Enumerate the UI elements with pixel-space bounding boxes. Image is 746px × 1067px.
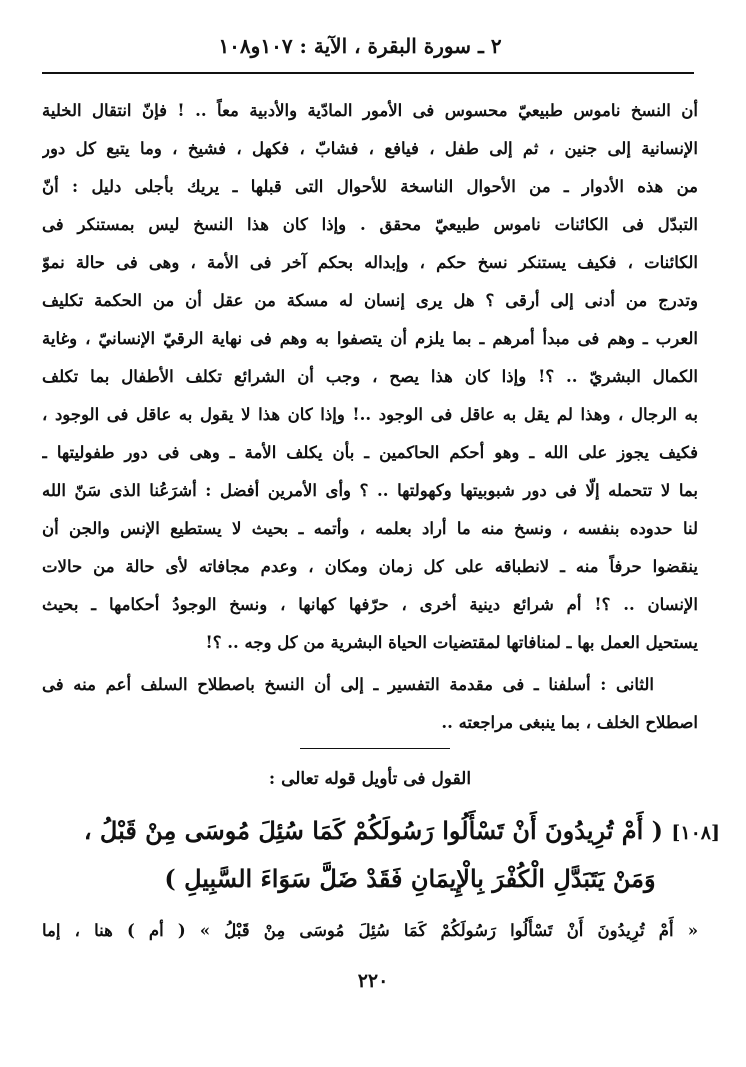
paragraph-1 — [42, 92, 698, 662]
verse-line-2: وَمَنْ يَتَبَدَّلِ الْكُفْرَ بِالْإِيمَانِ فَقَدْ ضَلَّ سَوَاءَ السَّبِيلِ ) — [164, 864, 656, 893]
text-line: الثانى : أسلفنا ـ فى مقدمة التفسير ـ إلى أن النسخ باصطلاح السلف أعم منه فى — [42, 675, 654, 694]
text-line: به الرجال ، وهذا لم يقل به عاقل فى الوجود ..! وإذا كان هذا لا يقول به عاقل فى الوجود ، — [42, 405, 698, 424]
text-line: من هذه الأدوار ـ من الأحوال الناسخة للأحوال التى قبلها ـ يريك بأجلى دليل : أنّ — [42, 177, 698, 196]
commentary — [42, 912, 698, 950]
page-number: ٢٢٠ — [357, 970, 389, 992]
text-line: لنا حدوده بنفسه ، ونسخ منه ما أراد بعلمه ، وأتمه ـ بحيث لا يستطيع الإنس والجن أن — [42, 519, 698, 538]
text-line: يستحيل العمل بها ـ لمنافاتها لمقتضيات الحياة البشرية من كل وجه .. ؟! — [205, 633, 698, 652]
verse-number: [١٠٨] — [671, 822, 720, 844]
text-line: أن النسخ ناموس طبيعيّ محسوس فى الأمور المادّية والأدبية معاً .. ! فإنّ انتقال الخلية — [42, 101, 698, 120]
section-divider — [300, 748, 450, 749]
text-line: وتدرج من أدنى إلى أرقى ؟ هل يرى إنسان له مسكة من عقل أن من الحكمة تكليف — [42, 291, 698, 310]
verse-line-1 — [60, 808, 720, 856]
text-line: التبدّل فى الكائنات ناموس طبيعيّ محقق . وإذا كان هذا النسخ ليس بمستنكر فى — [42, 215, 698, 234]
verse-text-1: ( أَمْ تُرِيدُونَ أَنْ تَسْأَلُوا رَسُولَكُمْ كَمَا سُئِلَ مُوسَى مِنْ قَبْلُ ، — [83, 816, 664, 845]
text-line: الكمال البشريّ .. ؟! وإذا كان هذا يصح ، وجب أن الشرائع تكلف الأطفال بما تكلف — [42, 367, 698, 386]
text-line: « أَمْ تُرِيدُونَ أَنْ تَسْأَلُوا رَسُولَكُمْ كَمَا سُئِلَ مُوسَى مِنْ قَبْلُ » ( أم ) هنا ، إما — [42, 921, 698, 940]
text-line: الكائنات ، فكيف يستنكر نسخ حكم ، وإبداله بحكم آخر فى الأمة ، وهى فى حالة نموّ — [42, 253, 698, 272]
running-header: ٢ ـ سورة البقرة ، الآية : ١٠٧و١٠٨ — [218, 34, 502, 58]
text-line: فكيف يجوز على الله ـ وهو أحكم الحاكمين ـ بأن يكلف الأمة ـ وهى فى دور طفوليتها ـ — [42, 443, 698, 462]
paragraph-2 — [42, 666, 698, 742]
text-line: اصطلاح الخلف ، بما ينبغى مراجعته .. — [441, 713, 698, 732]
header-rule — [42, 72, 694, 74]
text-line: الإنسان .. ؟! أم شرائع دينية أخرى ، حرّفها كهانها ، ونسخ الوجودُ أحكامها ـ بحيث — [42, 595, 698, 614]
text-line: الإنسانية إلى جنين ، ثم إلى طفل ، فيافع ، فشابّ ، فكهل ، فشيخ ، وما يتبع كل دور — [42, 139, 698, 158]
text-line: بما لا تتحمله إلّا فى دور شبوبيتها وكهولتها .. ؟ وأى الأمرين أفضل : أشرَعُنا الذى سَنّ الله — [42, 481, 698, 500]
text-line: ينقضوا حرفاً منه ـ لانطباقه على كل زمان ومكان ، وعدم مجافاته لأى حالة من حالات — [42, 557, 698, 576]
quran-verse — [60, 808, 720, 902]
section-heading: القول فى تأويل قوله تعالى : — [268, 769, 472, 789]
text-line: العرب ـ وهم فى مبدأ أمرهم ـ بما يلزم أن يتصفوا به وهم فى نهاية الرقيّ الإنسانيّ ، وغاية — [42, 329, 698, 348]
